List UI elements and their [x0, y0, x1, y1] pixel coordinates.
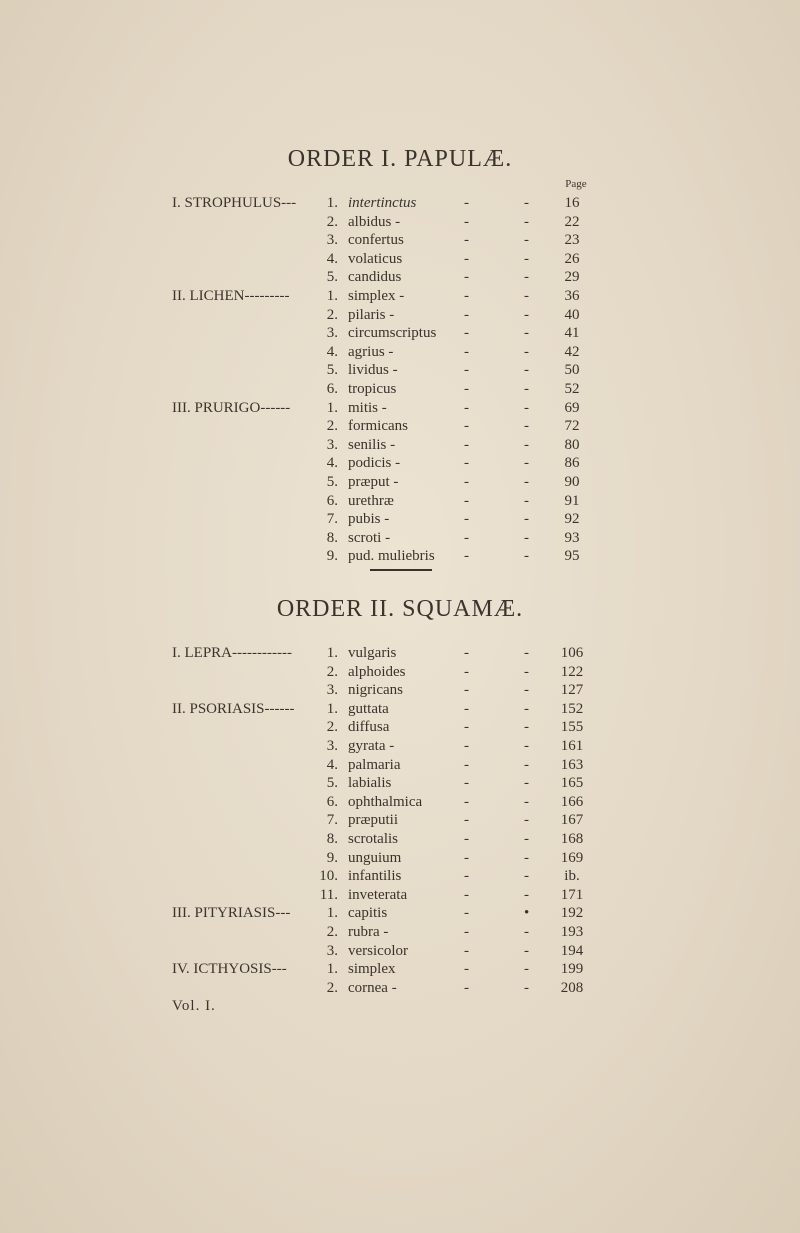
leader-dash: - [464, 195, 469, 211]
species-number: 2. [326, 923, 338, 940]
page-number: 86 [564, 455, 580, 472]
species-number: 1. [326, 399, 338, 416]
leader-dash: - [524, 548, 529, 565]
page-number: 106 [560, 645, 584, 661]
leader-dash: - [464, 849, 469, 866]
leader-dash: - [464, 492, 469, 509]
page-number: 42 [564, 343, 580, 360]
leader-dash: - [524, 719, 529, 736]
table-row [0, 343, 800, 362]
species-number: 3. [326, 436, 338, 453]
leader-dash: - [464, 979, 469, 996]
table-row [0, 663, 800, 682]
species-name: unguium [348, 849, 402, 866]
leader-dash: - [524, 830, 529, 847]
species-number: 8. [326, 529, 338, 546]
page-number: 36 [564, 287, 580, 304]
page-number: 193 [560, 923, 584, 940]
leader-dash: - [464, 362, 469, 379]
leader-dash: - [524, 287, 529, 304]
leader-dash: - [524, 362, 529, 379]
table-row [0, 510, 800, 529]
species-name: circumscriptus [348, 325, 437, 342]
leader-dash: - [524, 399, 529, 416]
species-number: 1. [326, 287, 338, 304]
leader-dash: - [524, 886, 529, 903]
genus-name: III. PRURIGO------ [172, 399, 291, 416]
table-row [0, 700, 800, 719]
leader-dash: - [524, 511, 529, 528]
species-number: 5. [326, 775, 338, 792]
species-name: pubis - [348, 511, 390, 528]
species-name: cornea - [348, 979, 397, 996]
page-number: 95 [564, 548, 580, 565]
leader-dash: - [524, 250, 529, 267]
leader-dash: - [524, 682, 529, 699]
species-number: 6. [326, 492, 338, 509]
section-separator-rule [370, 569, 432, 571]
species-number: 1. [326, 195, 338, 211]
leader-dash: - [524, 269, 529, 286]
leader-dash: - [464, 511, 469, 528]
leader-dash: - [524, 775, 529, 792]
table-row [0, 960, 800, 979]
species-name: candidus [348, 269, 402, 286]
table-row [0, 454, 800, 473]
page-number: 122 [560, 663, 584, 680]
table-row [0, 473, 800, 492]
leader-dash: - [464, 830, 469, 847]
leader-dash: - [464, 473, 469, 490]
species-name: senilis - [348, 436, 396, 453]
species-number: 5. [326, 269, 338, 286]
species-number: 3. [326, 325, 338, 342]
species-name: albidus - [348, 213, 401, 230]
table-row [0, 436, 800, 455]
species-name: podicis - [348, 455, 401, 472]
page-number: 167 [560, 812, 584, 829]
leader-dash: - [464, 961, 469, 978]
table-row [0, 942, 800, 961]
species-name: mitis - [348, 399, 387, 416]
leader-dash: - [464, 343, 469, 360]
leader-dash: - [524, 793, 529, 810]
page-number: ib. [564, 868, 580, 885]
page-number: 91 [564, 492, 580, 509]
species-number: 2. [326, 306, 338, 323]
species-name: gyrata - [348, 737, 395, 754]
species-number: 6. [326, 380, 338, 397]
table-row [0, 886, 800, 905]
species-name: lividus - [348, 362, 398, 379]
table-row [0, 213, 800, 232]
species-number: 1. [326, 645, 338, 661]
leader-dash: - [464, 793, 469, 810]
species-name: simplex [348, 961, 396, 978]
leader-dash: - [464, 719, 469, 736]
species-number: 7. [326, 511, 338, 528]
table-row [0, 399, 800, 418]
leader-dash: - [464, 250, 469, 267]
leader-dash: - [464, 213, 469, 230]
species-name: præputii [348, 812, 399, 829]
leader-dash: - [524, 942, 529, 959]
table-row [0, 979, 800, 998]
page-number: 169 [560, 849, 584, 866]
order-1-entries [0, 194, 800, 566]
table-row [0, 547, 800, 566]
species-number: 7. [326, 812, 338, 829]
leader-dash: - [524, 529, 529, 546]
page-number: 93 [564, 529, 580, 546]
leader-dash: - [464, 756, 469, 773]
order-title: ORDER I. PAPULÆ. [287, 146, 513, 172]
species-name: labialis [348, 775, 392, 792]
species-number: 10. [319, 868, 338, 885]
species-number: 1. [326, 700, 338, 717]
leader-dash: - [524, 979, 529, 996]
table-row [0, 811, 800, 830]
page-number: 166 [560, 793, 584, 810]
volume-signature: Vol. I. [172, 998, 216, 1014]
species-number: 6. [326, 793, 338, 810]
page-column-header: Page [565, 178, 587, 190]
species-name: nigricans [348, 682, 403, 699]
leader-dash: - [524, 849, 529, 866]
species-name: præput - [348, 473, 399, 490]
species-name: guttata [348, 700, 389, 717]
leader-dash: - [524, 923, 529, 940]
leader-dash: - [464, 232, 469, 249]
species-name: formicans [348, 418, 408, 435]
species-name: versicolor [348, 942, 408, 959]
species-number: 4. [326, 455, 338, 472]
leader-dash: - [524, 195, 529, 211]
species-number: 5. [326, 473, 338, 490]
table-row [0, 492, 800, 511]
page-number: 152 [560, 700, 584, 717]
leader-dash: - [464, 682, 469, 699]
leader-dash: - [524, 961, 529, 978]
leader-dash: - [464, 455, 469, 472]
page-number: 29 [564, 269, 580, 286]
leader-dash: - [464, 923, 469, 940]
page-number: 194 [560, 942, 584, 959]
page-number: 22 [564, 213, 580, 230]
leader-dash: - [524, 756, 529, 773]
table-row [0, 324, 800, 343]
species-number: 2. [326, 213, 338, 230]
species-name: ophthalmica [348, 793, 423, 810]
leader-dash: - [464, 399, 469, 416]
species-name: palmaria [348, 756, 401, 773]
species-name: rubra - [348, 923, 389, 940]
leader-dash: - [524, 645, 529, 661]
table-row [0, 849, 800, 868]
leader-dash: • [524, 905, 530, 922]
species-number: 2. [326, 663, 338, 680]
species-name: simplex - [348, 287, 405, 304]
species-number: 3. [326, 232, 338, 249]
table-row [0, 361, 800, 380]
species-number: 1. [326, 961, 338, 978]
species-name: intertinctus [348, 195, 417, 211]
species-name: diffusa [348, 719, 390, 736]
page-number: 199 [560, 961, 584, 978]
species-number: 9. [326, 548, 338, 565]
species-number: 11. [319, 886, 338, 903]
species-number: 5. [326, 362, 338, 379]
leader-dash: - [524, 418, 529, 435]
leader-dash: - [464, 905, 469, 922]
leader-dash: - [464, 700, 469, 717]
leader-dash: - [464, 380, 469, 397]
genus-name: II. PSORIASIS------ [172, 700, 295, 717]
leader-dash: - [464, 737, 469, 754]
leader-dash: - [464, 548, 469, 565]
page-number: 171 [560, 886, 584, 903]
species-name: capitis [348, 905, 388, 922]
table-row [0, 681, 800, 700]
leader-dash: - [464, 306, 469, 323]
page-number: 208 [560, 979, 584, 996]
leader-dash: - [464, 418, 469, 435]
table-row [0, 904, 800, 923]
species-name: inveterata [348, 886, 408, 903]
page-number: 165 [560, 775, 584, 792]
table-row [0, 793, 800, 812]
order-title: ORDER II. SQUAMÆ. [276, 596, 524, 622]
page-number: 69 [564, 399, 580, 416]
leader-dash: - [524, 455, 529, 472]
leader-dash: - [524, 213, 529, 230]
species-number: 2. [326, 418, 338, 435]
leader-dash: - [464, 868, 469, 885]
species-name: pud. muliebris [348, 548, 435, 565]
page-number: 163 [560, 756, 584, 773]
page-number: 155 [560, 719, 584, 736]
leader-dash: - [524, 473, 529, 490]
table-row [0, 756, 800, 775]
leader-dash: - [464, 436, 469, 453]
leader-dash: - [524, 380, 529, 397]
species-name: infantilis [348, 868, 402, 885]
table-row [0, 287, 800, 306]
leader-dash: - [524, 306, 529, 323]
leader-dash: - [524, 232, 529, 249]
leader-dash: - [524, 343, 529, 360]
leader-dash: - [524, 737, 529, 754]
page-number: 127 [560, 682, 584, 699]
leader-dash: - [464, 325, 469, 342]
species-name: vulgaris [348, 645, 397, 661]
species-name: agrius - [348, 343, 394, 360]
table-row [0, 250, 800, 269]
table-row [0, 306, 800, 325]
species-number: 8. [326, 830, 338, 847]
table-row [0, 830, 800, 849]
page-number: 52 [564, 380, 580, 397]
page-number: 23 [564, 232, 580, 249]
species-name: confertus [348, 232, 404, 249]
species-number: 4. [326, 756, 338, 773]
species-number: 2. [326, 719, 338, 736]
genus-name: II. LICHEN--------- [172, 287, 290, 304]
species-number: 3. [326, 942, 338, 959]
leader-dash: - [464, 886, 469, 903]
table-row [0, 644, 800, 663]
leader-dash: - [464, 942, 469, 959]
genus-name: IV. ICTHYOSIS--- [172, 961, 287, 978]
table-row [0, 268, 800, 287]
page-number: 41 [564, 325, 580, 342]
species-name: urethræ [348, 492, 394, 509]
leader-dash: - [524, 663, 529, 680]
page-number: 80 [564, 436, 580, 453]
table-row [0, 774, 800, 793]
leader-dash: - [464, 529, 469, 546]
page-number: 26 [564, 250, 580, 267]
leader-dash: - [524, 868, 529, 885]
page-number: 92 [564, 511, 580, 528]
leader-dash: - [464, 287, 469, 304]
leader-dash: - [524, 700, 529, 717]
species-name: pilaris - [348, 306, 395, 323]
page-number: 72 [564, 418, 580, 435]
species-name: scrotalis [348, 830, 398, 847]
order-2-entries [0, 644, 800, 997]
page-number: 90 [564, 473, 580, 490]
page-number: 168 [560, 830, 584, 847]
table-row [0, 194, 800, 213]
species-name: alphoides [348, 663, 406, 680]
table-row [0, 529, 800, 548]
page-number: 50 [564, 362, 580, 379]
leader-dash: - [524, 325, 529, 342]
genus-name: I. LEPRA------------ [172, 645, 292, 661]
page-number: 161 [560, 737, 584, 754]
species-number: 9. [326, 849, 338, 866]
leader-dash: - [524, 436, 529, 453]
table-row [0, 417, 800, 436]
species-number: 4. [326, 250, 338, 267]
page-number: 40 [564, 306, 580, 323]
species-name: scroti - [348, 529, 391, 546]
table-row [0, 923, 800, 942]
table-row [0, 380, 800, 399]
table-row [0, 867, 800, 886]
species-number: 3. [326, 737, 338, 754]
table-row [0, 231, 800, 250]
page-number: 16 [564, 195, 580, 211]
species-number: 3. [326, 682, 338, 699]
leader-dash: - [464, 812, 469, 829]
genus-name: III. PITYRIASIS--- [172, 905, 291, 922]
species-name: volaticus [348, 250, 403, 267]
species-number: 1. [326, 905, 338, 922]
leader-dash: - [464, 269, 469, 286]
species-name: tropicus [348, 380, 397, 397]
species-number: 4. [326, 343, 338, 360]
leader-dash: - [524, 492, 529, 509]
leader-dash: - [464, 645, 469, 661]
species-number: 2. [326, 979, 338, 996]
leader-dash: - [464, 775, 469, 792]
table-row [0, 718, 800, 737]
table-row [0, 737, 800, 756]
page-number: 192 [560, 905, 584, 922]
leader-dash: - [464, 663, 469, 680]
genus-name: I. STROPHULUS--- [172, 195, 297, 211]
leader-dash: - [524, 812, 529, 829]
